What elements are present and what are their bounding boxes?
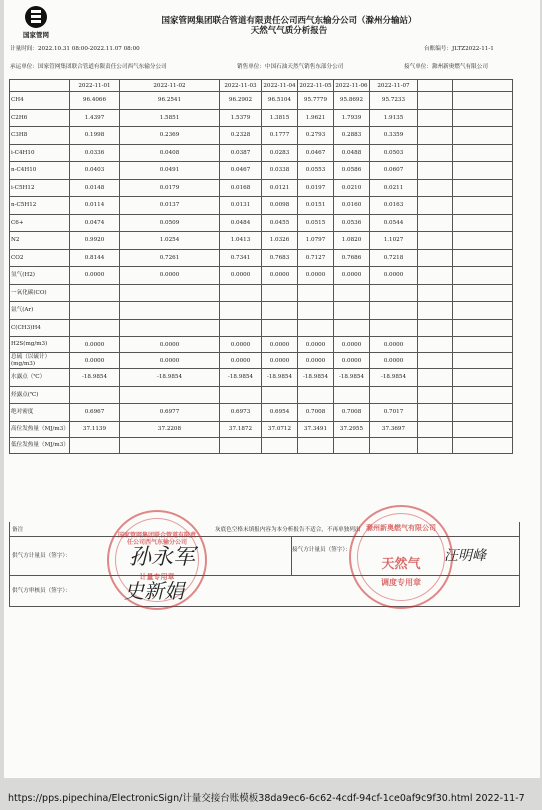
empty-cell (453, 144, 513, 162)
value-cell: 1.5379 (220, 109, 262, 127)
value-cell (120, 437, 220, 453)
right-seal-center: 天然气 (381, 557, 421, 572)
value-cell: 0.7218 (370, 249, 418, 267)
row-label-cell: 绝对密度 (10, 404, 70, 422)
value-cell: 0.0586 (334, 162, 370, 180)
value-cell (70, 302, 120, 320)
table-row (10, 249, 513, 267)
value-cell: 0.0000 (220, 337, 262, 353)
value-cell: 0.0000 (262, 353, 298, 369)
value-cell: 0.7017 (370, 404, 418, 422)
value-cell (120, 284, 220, 302)
value-cell: 0.2883 (334, 127, 370, 145)
value-cell: -18.9854 (370, 369, 418, 387)
value-cell: 0.0488 (334, 144, 370, 162)
company-logo (16, 6, 56, 39)
value-cell: 0.0467 (298, 144, 334, 162)
value-cell: 95.7779 (298, 92, 334, 110)
remark-text: 灰底色空格未填报内容为本分析报告不适合，不再单独列出 (215, 527, 361, 533)
row-label-cell: 一氧化碳(CO) (10, 284, 70, 302)
row-label-cell: i-C5H12 (10, 179, 70, 197)
value-cell: 0.0000 (120, 337, 220, 353)
value-cell: 0.7261 (120, 249, 220, 267)
value-cell: -18.9854 (120, 369, 220, 387)
table-row (10, 197, 513, 215)
value-cell: 0.0000 (334, 267, 370, 285)
value-cell: 1.4397 (70, 109, 120, 127)
row-label-cell: n-C4H10 (10, 162, 70, 180)
value-cell: 0.0000 (298, 353, 334, 369)
date-header-cell: 2022-11-01 (70, 80, 120, 92)
value-cell (334, 302, 370, 320)
value-cell: 0.0210 (334, 179, 370, 197)
empty-cell (418, 162, 453, 180)
value-cell: 0.0000 (220, 353, 262, 369)
value-cell (334, 437, 370, 453)
value-cell: 0.0151 (298, 197, 334, 215)
value-cell: 0.8144 (70, 249, 120, 267)
value-cell: 0.0553 (298, 162, 334, 180)
value-cell: -18.9854 (298, 369, 334, 387)
row-label-cell: 氩气(Ar) (10, 302, 70, 320)
value-cell: 1.7939 (334, 109, 370, 127)
value-cell: 0.7683 (262, 249, 298, 267)
value-cell: 0.0455 (262, 214, 298, 232)
value-cell (370, 319, 418, 337)
empty-cell (418, 249, 453, 267)
value-cell: -18.9854 (334, 369, 370, 387)
value-cell (334, 386, 370, 404)
empty-cell (453, 404, 513, 422)
value-cell: 37.0712 (262, 421, 298, 437)
date-header-cell: 2022-11-06 (334, 80, 370, 92)
value-cell: 0.0000 (370, 337, 418, 353)
value-cell: 0.1777 (262, 127, 298, 145)
empty-cell (418, 353, 453, 369)
empty-cell (453, 127, 513, 145)
empty-cell (418, 109, 453, 127)
empty-cell (453, 232, 513, 250)
value-cell: 0.2369 (120, 127, 220, 145)
value-cell: 0.7008 (334, 404, 370, 422)
value-cell (298, 437, 334, 453)
value-cell (262, 437, 298, 453)
row-label-cell: 氢气(H2) (10, 267, 70, 285)
table-row (10, 353, 513, 369)
value-cell (334, 319, 370, 337)
footer-url: https://pps.pipechina/ElectronicSign/计量交接台账模板38da9ec6-6c62-4cdf-94cf-1ce0af9c9f30.html 2022-11-7 (8, 793, 525, 804)
value-cell: -18.9854 (70, 369, 120, 387)
value-cell (262, 302, 298, 320)
value-cell (262, 386, 298, 404)
value-cell: 0.0179 (120, 179, 220, 197)
table-row (10, 337, 513, 353)
empty-cell (418, 80, 453, 92)
right-seal-text: 滁州新奥燃气有限公司 (366, 523, 436, 532)
table-row (10, 92, 513, 110)
value-cell: 0.0000 (70, 353, 120, 369)
value-cell (220, 386, 262, 404)
value-cell (298, 302, 334, 320)
empty-cell (453, 267, 513, 285)
row-label-cell: 水露点（℃） (10, 369, 70, 387)
value-cell: 0.0503 (370, 144, 418, 162)
empty-cell (418, 421, 453, 437)
date-header-cell: 2022-11-05 (298, 80, 334, 92)
value-cell: 0.0000 (262, 337, 298, 353)
date-header-cell: 2022-11-03 (220, 80, 262, 92)
value-cell: 37.3697 (370, 421, 418, 437)
value-cell: 95.8692 (334, 92, 370, 110)
value-cell (70, 437, 120, 453)
value-cell: 1.0820 (334, 232, 370, 250)
value-cell: 1.0326 (262, 232, 298, 250)
row-label-cell: i-C4H10 (10, 144, 70, 162)
row-label-cell: CH4 (10, 92, 70, 110)
value-cell: 96.4066 (70, 92, 120, 110)
empty-cell (418, 284, 453, 302)
empty-cell (453, 92, 513, 110)
empty-cell (453, 80, 513, 92)
value-cell (262, 319, 298, 337)
value-cell: 0.0000 (334, 337, 370, 353)
value-cell (120, 386, 220, 404)
undertaker-unit: 承运单位：国家管网集团联合管道有限责任公司西气东输分公司 (10, 64, 167, 70)
table-row (10, 421, 513, 437)
value-cell: 0.0000 (334, 353, 370, 369)
value-cell: 37.1139 (70, 421, 120, 437)
value-cell (120, 319, 220, 337)
value-cell (370, 437, 418, 453)
value-cell: 0.0491 (120, 162, 220, 180)
value-cell: 0.0338 (262, 162, 298, 180)
empty-cell (418, 197, 453, 215)
row-label-cell: H2S(mg/m3) (10, 337, 70, 353)
value-cell: 1.5851 (120, 109, 220, 127)
table-row (10, 404, 513, 422)
value-cell (220, 319, 262, 337)
empty-cell (453, 319, 513, 337)
value-cell: 95.7233 (370, 92, 418, 110)
row-label-cell: 高位发热量（MJ/m3） (10, 421, 70, 437)
value-cell: 0.0197 (298, 179, 334, 197)
empty-cell (453, 284, 513, 302)
value-cell: 0.0211 (370, 179, 418, 197)
receiver-meter-label: 接气方计量员（签字）： (292, 547, 351, 553)
value-cell (298, 319, 334, 337)
empty-cell (453, 421, 513, 437)
value-cell: -18.9854 (220, 369, 262, 387)
empty-cell (453, 162, 513, 180)
value-cell: 37.1872 (220, 421, 262, 437)
value-cell: 0.9920 (70, 232, 120, 250)
empty-cell (418, 386, 453, 404)
row-label-cell: C(CH3)H4 (10, 319, 70, 337)
value-cell: 0.0168 (220, 179, 262, 197)
empty-cell (418, 437, 453, 453)
value-cell: 0.0474 (70, 214, 120, 232)
value-cell (120, 302, 220, 320)
value-cell (370, 302, 418, 320)
right-official-seal (349, 505, 453, 609)
company-name: 国家管网集团联合管道有限责任公司西气东输分公司（滁州分输站） (161, 16, 417, 26)
value-cell (220, 302, 262, 320)
empty-cell (453, 353, 513, 369)
empty-cell (453, 109, 513, 127)
value-cell: 37.3491 (298, 421, 334, 437)
ledger-number: 台账编号：JLTZ2022-11-1 (424, 46, 494, 52)
row-label-cell: C3H8 (10, 127, 70, 145)
remark-label: 备注 (12, 527, 24, 533)
value-cell: -18.9854 (262, 369, 298, 387)
value-cell: 0.0515 (298, 214, 334, 232)
value-cell: 0.0163 (370, 197, 418, 215)
empty-cell (453, 386, 513, 404)
value-cell: 0.0607 (370, 162, 418, 180)
value-cell: 37.2208 (120, 421, 220, 437)
value-cell: 0.0536 (334, 214, 370, 232)
row-label-cell: C6+ (10, 214, 70, 232)
value-cell: 0.0137 (120, 197, 220, 215)
value-cell: 0.2793 (298, 127, 334, 145)
value-cell: 1.9621 (298, 109, 334, 127)
gas-composition-table (9, 79, 513, 454)
empty-cell (418, 267, 453, 285)
date-header-cell: 2022-11-02 (120, 80, 220, 92)
right-seal-bottom: 调度专用章 (381, 577, 421, 587)
table-row (10, 232, 513, 250)
value-cell: 0.1998 (70, 127, 120, 145)
empty-cell (418, 302, 453, 320)
table-row (10, 179, 513, 197)
value-cell: 0.0000 (120, 353, 220, 369)
empty-cell (418, 369, 453, 387)
empty-cell (418, 127, 453, 145)
value-cell: 0.0114 (70, 197, 120, 215)
value-cell: 0.0467 (220, 162, 262, 180)
value-cell: 96.2902 (220, 92, 262, 110)
left-seal-text: 国家管网集团联合管道有限责任公司西气东输分公司 (117, 532, 196, 546)
row-label-cell: CO2 (10, 249, 70, 267)
empty-cell (418, 179, 453, 197)
empty-cell (418, 232, 453, 250)
value-cell: 0.6977 (120, 404, 220, 422)
table-header-row (10, 80, 513, 92)
value-cell: 0.0000 (120, 267, 220, 285)
value-cell: 0.6954 (262, 404, 298, 422)
value-cell: 37.2955 (334, 421, 370, 437)
value-cell: 0.7341 (220, 249, 262, 267)
row-label-cell: 总硫（以硫计）(mg/m3) (10, 353, 70, 369)
empty-cell (453, 437, 513, 453)
empty-cell (418, 144, 453, 162)
value-cell: 0.0000 (70, 267, 120, 285)
value-cell: 1.3815 (262, 109, 298, 127)
value-cell (370, 284, 418, 302)
value-cell: 1.9135 (370, 109, 418, 127)
empty-cell (453, 337, 513, 353)
value-cell: 0.6967 (70, 404, 120, 422)
value-cell: 0.0484 (220, 214, 262, 232)
value-cell (220, 284, 262, 302)
value-cell: 0.6973 (220, 404, 262, 422)
date-header-cell: 2022-11-04 (262, 80, 298, 92)
measurement-period: 计量时间：2022.10.31 08:00-2022.11.07 08:00 (10, 46, 140, 52)
value-cell: 0.0387 (220, 144, 262, 162)
empty-cell (453, 197, 513, 215)
value-cell (262, 284, 298, 302)
logo-text: 国家管网 (23, 31, 49, 39)
supplier-review-label: 供气方审核员（签字）： (12, 588, 71, 594)
table-row (10, 437, 513, 453)
value-cell: 0.0403 (70, 162, 120, 180)
value-cell (70, 284, 120, 302)
row-label-cell: 低位发热量（MJ/m3） (10, 437, 70, 453)
value-cell: 0.0336 (70, 144, 120, 162)
date-header-cell: 2022-11-07 (370, 80, 418, 92)
empty-cell (453, 302, 513, 320)
report-paper (4, 0, 540, 778)
row-label-cell: C2H6 (10, 109, 70, 127)
value-cell: 0.0283 (262, 144, 298, 162)
row-label-cell: 烃露点(℃) (10, 386, 70, 404)
value-cell (370, 386, 418, 404)
table-row (10, 284, 513, 302)
value-cell: 96.2541 (120, 92, 220, 110)
table-row (10, 144, 513, 162)
value-cell: 0.0121 (262, 179, 298, 197)
value-cell: 0.0509 (120, 214, 220, 232)
seller-unit: 销售单位：中国石油天然气销售东部分公司 (237, 64, 344, 70)
value-cell: 0.7008 (298, 404, 334, 422)
empty-cell (418, 337, 453, 353)
left-seal-center: 计量专用章 (139, 572, 175, 581)
table-row (10, 162, 513, 180)
value-cell: 0.3359 (370, 127, 418, 145)
value-cell (298, 284, 334, 302)
value-cell: 0.0000 (262, 267, 298, 285)
value-cell: 0.0000 (298, 337, 334, 353)
pipechina-logo-icon (25, 6, 47, 28)
empty-cell (418, 214, 453, 232)
review-signature: 史新娟 (124, 579, 184, 603)
value-cell: 1.0797 (298, 232, 334, 250)
value-cell: 1.1027 (370, 232, 418, 250)
row-label-cell: n-C5H12 (10, 197, 70, 215)
supplier-meter-label: 供气方计量员（签字）： (12, 553, 71, 559)
header-corner-cell (10, 80, 70, 92)
table-row (10, 267, 513, 285)
empty-cell (453, 179, 513, 197)
table-row (10, 127, 513, 145)
value-cell: 0.0098 (262, 197, 298, 215)
report-title: 天然气气质分析报告 (250, 26, 328, 36)
empty-cell (453, 214, 513, 232)
value-cell: 1.0413 (220, 232, 262, 250)
meter-signature: 孙永军 (129, 545, 196, 570)
table-row (10, 369, 513, 387)
value-cell: 0.2328 (220, 127, 262, 145)
value-cell: 0.0408 (120, 144, 220, 162)
table-row (10, 386, 513, 404)
value-cell (298, 386, 334, 404)
value-cell: 0.0000 (70, 337, 120, 353)
report-title-block (124, 16, 454, 36)
empty-cell (453, 369, 513, 387)
value-cell: 0.0000 (220, 267, 262, 285)
empty-cell (418, 404, 453, 422)
value-cell: 0.7127 (298, 249, 334, 267)
value-cell: 1.0254 (120, 232, 220, 250)
value-cell (70, 386, 120, 404)
value-cell: 0.0160 (334, 197, 370, 215)
value-cell (334, 284, 370, 302)
value-cell (220, 437, 262, 453)
value-cell: 0.0000 (370, 353, 418, 369)
receiver-signature: 汪明峰 (444, 548, 486, 564)
value-cell: 96.5104 (262, 92, 298, 110)
empty-cell (418, 92, 453, 110)
value-cell: 0.7686 (334, 249, 370, 267)
empty-cell (453, 249, 513, 267)
receiver-unit: 接气单位：滁州新奥燃气有限公司 (404, 64, 488, 70)
value-cell (70, 319, 120, 337)
table-row (10, 302, 513, 320)
value-cell: 0.0000 (298, 267, 334, 285)
table-row (10, 319, 513, 337)
table-row (10, 214, 513, 232)
row-label-cell: N2 (10, 232, 70, 250)
value-cell: 0.0544 (370, 214, 418, 232)
value-cell: 0.0148 (70, 179, 120, 197)
value-cell: 0.0000 (370, 267, 418, 285)
table-row (10, 109, 513, 127)
value-cell: 0.0131 (220, 197, 262, 215)
empty-cell (418, 319, 453, 337)
